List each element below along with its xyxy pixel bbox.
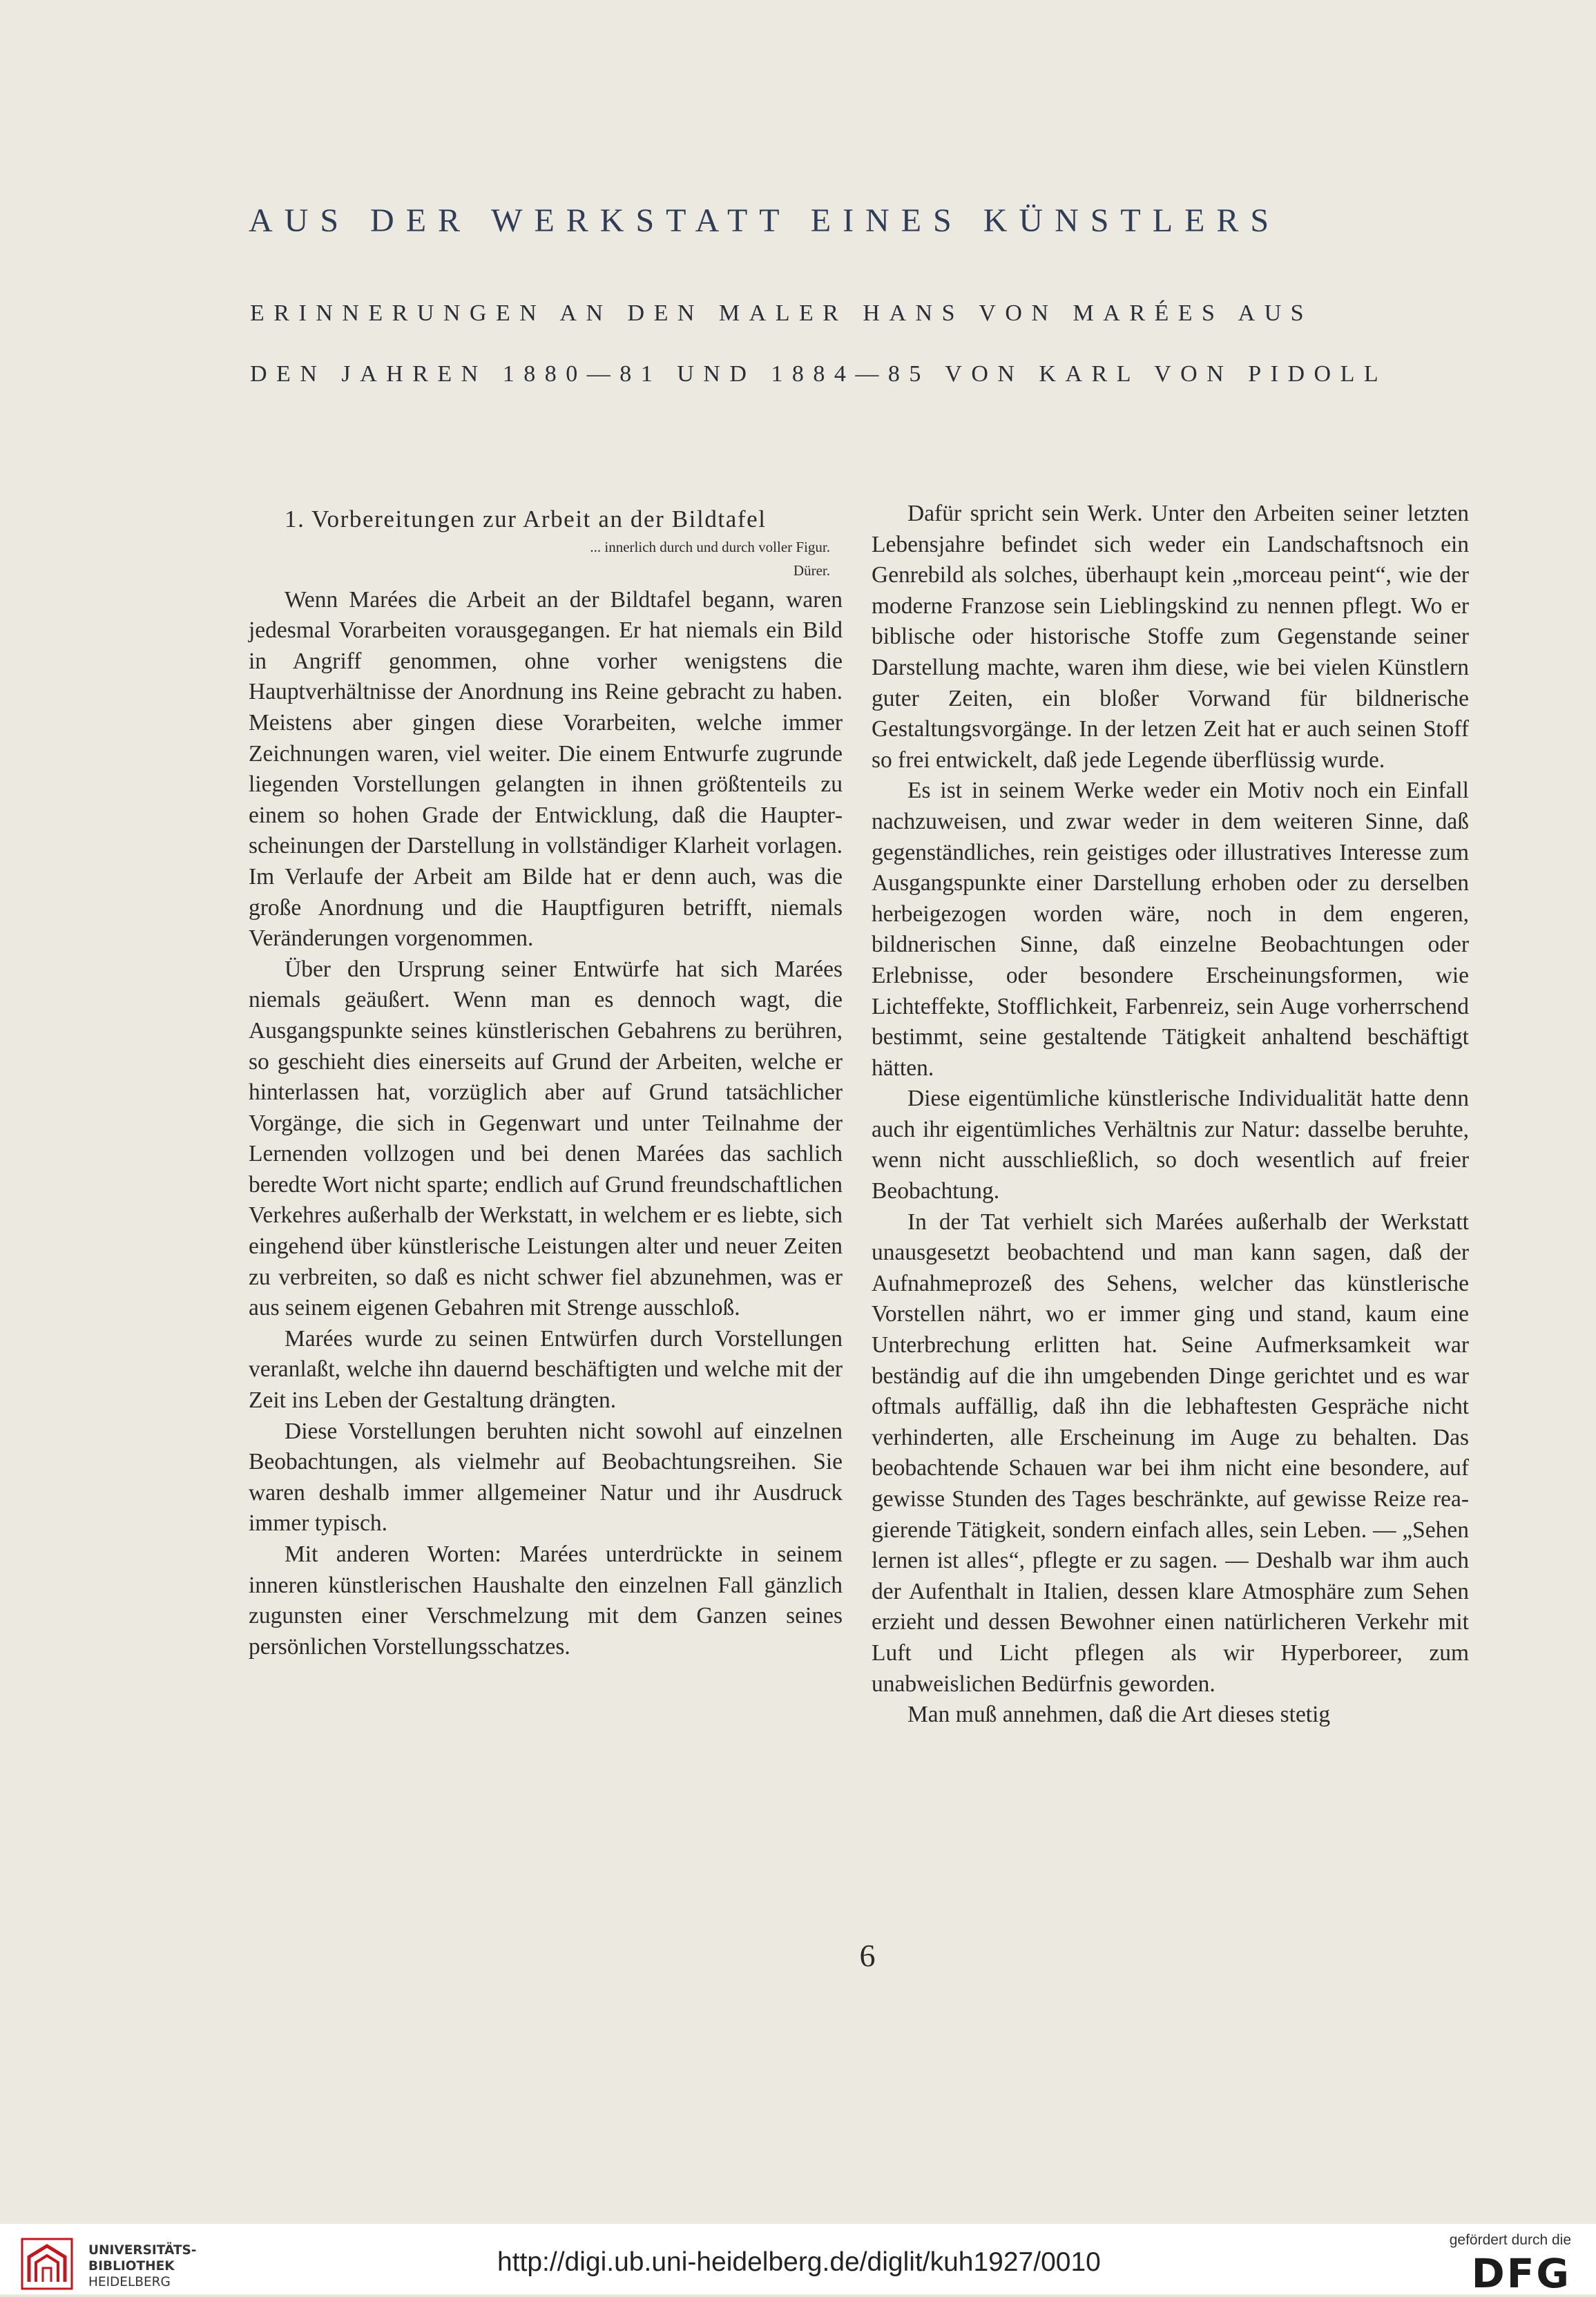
right-column — [872, 499, 1469, 1731]
paragraph: Diese Vorstellungen beruhten nicht sowohl auf einzelnen Beobachtungen, als vielmehr auf Beobachtungsreihen. Sie waren deshalb immer allgemeiner Natur und ihr Ausdruck immer typisch. — [249, 1418, 843, 1537]
source-url-link[interactable]: http://digi.ub.uni-heidelberg.de/diglit/kuh1927/0010 — [497, 2247, 1101, 2277]
article-subtitle-line2: DEN JAHREN 1880—81 UND 1884—85 VON KARL VON PIDOLL — [250, 361, 1388, 387]
footer-bar — [0, 2224, 1596, 2297]
section-heading: 1. Vorbereitungen zur Arbeit an der Bildtafel — [285, 506, 767, 532]
paragraph: Diese eigentümliche künstlerische Individualität hatte denn auch ihr eigentümliches Verhältnis zur Natur: dasselbe beruhte, wenn nicht ausschließlich, so doch wesentlich auf freier Beobachtung. — [872, 1086, 1469, 1204]
left-column — [249, 504, 843, 1662]
paragraph: Mit anderen Worten: Marées unterdrückte in seinem inneren künstlerischen Haushalte den einzelnen Fall gänzlich zugunsten einer Verschmelzung mit dem Ganzen seines persönlichen Vorstellungsschatzes. — [249, 1541, 843, 1660]
epigraph-quote: ... innerlich durch und durch voller Figur. — [590, 538, 830, 555]
paragraph: Über den Ursprung seiner Entwürfe hat sich Marées niemals geäußert. Wenn man es dennoch wagt, die Ausgangspunkte seines künstlerischen Gebahrens zu berühren, so geschieht dies einerseits auf Grund der Arbeiten, welche er hinterlassen hat, vorzüglich aber auf Grund tatsächlicher Vorgänge, die sich in Gegenwart und unter Teilnahme der Lernenden vollzogen und bei denen Marées das sachlich beredte Wort nicht sparte; endlich auf Grund freundschaftlichen Verkehres außerhalb der Werkstatt, in welchem er es liebte, sich eingehend über künstlerische Leistungen alter und neuer Zeiten zu verbreiten, so daß es nicht schwer fiel abzunehmen, was er aus seinem eigenen Gebahren mit Strenge ausschloß. — [249, 956, 843, 1321]
funding-caption: gefördert durch die — [1449, 2232, 1571, 2248]
paragraph: Man muß annehmen, daß die Art dieses stetig — [907, 1702, 1331, 1728]
article-title: AUS DER WERKSTATT EINES KÜNSTLERS — [249, 202, 1281, 239]
epigraph-author: Dürer. — [793, 561, 830, 579]
article-subtitle-line1: ERINNERUNGEN AN DEN MALER HANS VON MARÉES AUS — [250, 300, 1314, 326]
paragraph: Marées wurde zu seinen Entwürfen durch Vorstellungen veranlaßt, welche ihn dauernd beschäftigten und welche mit der Zeit ins Leben der Gestaltung drängten. — [249, 1325, 843, 1414]
paragraph: Wenn Marées die Arbeit an der Bildtafel begann, waren jedesmal Vorarbeiten vorausgegangen. Er hat niemals ein Bild in Angriff genommen, ohne vorher wenigstens die Hauptverhältnisse der Anordnung ins Reine gebracht zu haben. Meistens aber gingen diese Vorarbeiten, welche immer Zeichnungen waren, viel weiter. Die einem Entwurfe zugrunde liegenden Vorstellungen gelangten in ihnen größtenteils zu einem so hohen Grade der Entwicklung, daß die Haupterscheinungen der Darstellung in vollständiger Klarheit vorlagen. Im Verlaufe der Arbeit am Bilde hat er denn auch, was die große Anordnung und die Hauptfiguren betrifft, niemals Veränderungen vorgenommen. — [249, 586, 843, 952]
university-library-name: UNIVERSITÄTS- BIBLIOTHEK HEIDELBERG — [88, 2243, 197, 2289]
epigraph — [249, 535, 830, 582]
page-number: 6 — [859, 1938, 876, 1973]
paragraph: Dafür spricht sein Werk. Unter den Arbeiten seiner letzten Lebensjahre befindet sich weder ein Landschaftsnoch ein Genrebild als solches, überhaupt kein „morceau peint“, wie der moderne Franzose sein Lieblingskind zu nennen pflegt. Wo er biblische oder historische Stoffe zum Gegenstande seiner Darstellung machte, waren ihm diese, wie bei vielen Künstlern guter Zeiten, ein bloßer Vorwand für bildnerische Gestaltungsvorgänge. In der letzen Zeit hat er auch seinen Stoff so frei entwickelt, daß jede Legende überflüssig wurde. — [872, 501, 1469, 773]
dfg-logo: DFG — [1471, 2250, 1571, 2297]
paragraph: Es ist in seinem Werke weder ein Motiv noch ein Einfall nachzuweisen, und zwar weder in dem weiteren Sinne, daß gegenständliches, rein geistiges oder illustratives Interesse zum Ausgangspunkte einer Darstellung erhoben oder zu derselben herbeigezogen worden wäre, noch in dem engeren, bildnerischen Sinne, daß einzelne Beobachtungen oder Erlebnisse, oder besondere Erscheinungsformen, wie Lichteffekte, Stofflichkeit, Farbenreiz, sein Auge vorherrschend bestimmt, seine gestaltende Tätigkeit anhaltend beschäftigt hätten. — [872, 778, 1469, 1081]
paragraph: In der Tat verhielt sich Marées außerhalb der Werkstatt unausgesetzt beobachtend und man kann sagen, daß der Aufnahmeprozeß des Sehens, welcher das künstlerische Vorstellen nährt, wo er immer ging und stand, kaum eine Unterbrechung erlitten hat. Seine Aufmerksamkeit war beständig auf die ihn umgebenden Dinge gerichtet und es war oftmals auffällig, daß ihn die lebhaftesten Gespräche nicht verhinderten, alle Erscheinung im Auge zu behalten. Das beobachtende Schauen war bei ihm nicht eine besondere, auf gewisse Stunden des Tages beschränkte, auf gewisse Reize reagierende Tätigkeit, sondern einfach alles, sein Leben. — „Sehen lernen ist alles“, pflegte er zu sagen. — Deshalb war ihm auch der Aufenthalt in Italien, dessen klare Atmosphäre zum Sehen erzieht und dessen Bewohner einen natürlicheren Verkehr mit Luft und Licht pflegen als wir Hyperboreer, zum unabweislichen Bedürfnis geworden. — [872, 1209, 1469, 1697]
university-library-logo-icon — [19, 2236, 75, 2291]
